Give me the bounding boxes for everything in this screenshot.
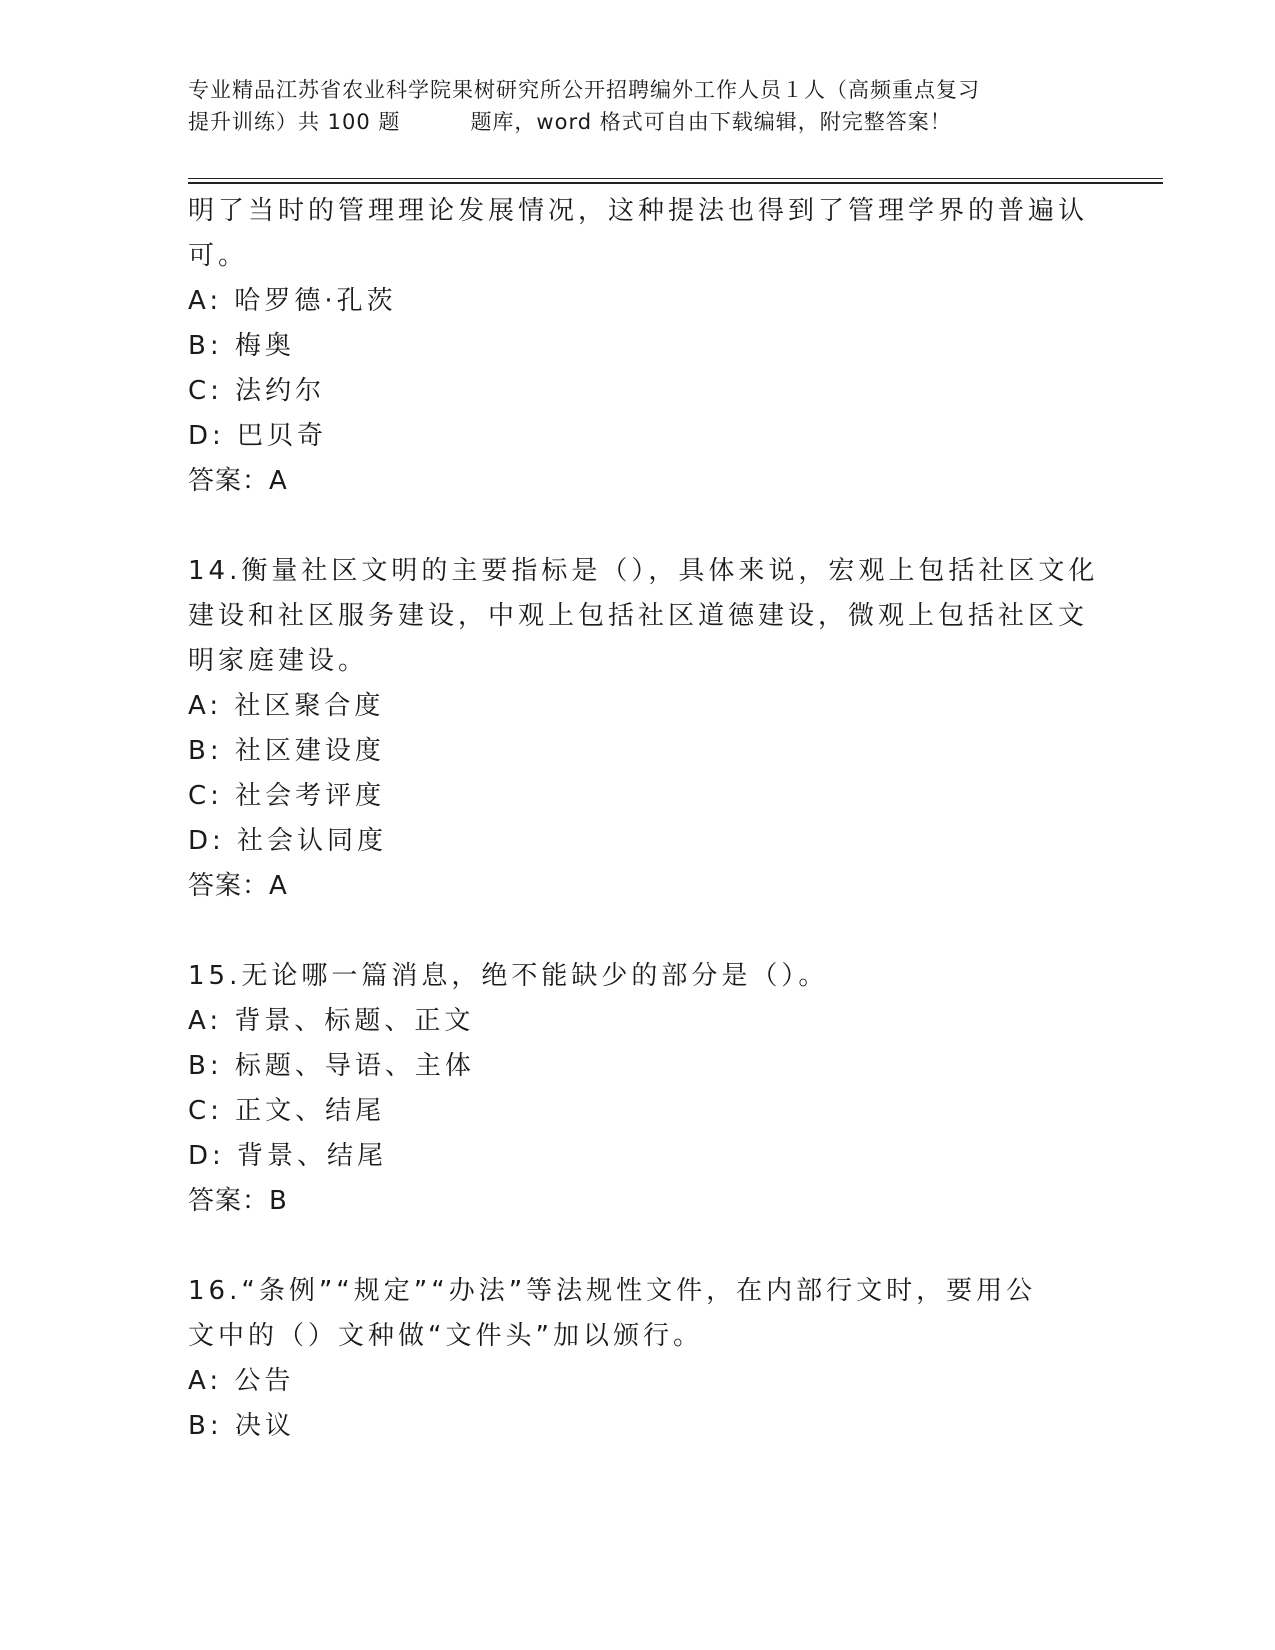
question-text-line: 14.衡量社区文明的主要指标是（），具体来说，宏观上包括社区文化 [188, 556, 1099, 586]
question-16 [188, 1269, 1088, 1449]
option-d: D: 社会认同度 [188, 826, 388, 856]
header-title-line2-right: 题库，word 格式可自由下载编辑，附完整答案！ [470, 110, 952, 134]
question-text-line: 16.“条例”“规定”“办法”等法规性文件，在内部行文时，要用公 [188, 1276, 1037, 1306]
option-c: C: 正文、结尾 [188, 1096, 386, 1126]
option-a: A: 公告 [188, 1366, 295, 1396]
answer-label: 答案：A [188, 466, 288, 496]
option-b: B: 梅奥 [188, 331, 295, 361]
question-14 [188, 549, 1099, 909]
option-a: A: 社区聚合度 [188, 691, 385, 721]
option-b: B: 标题、导语、主体 [188, 1051, 475, 1081]
question-continued [188, 189, 1088, 504]
header-title-line2-left: 提升训练）共 100 题 [188, 110, 401, 134]
answer-label: 答案：B [188, 1186, 288, 1216]
option-c: C: 社会考评度 [188, 781, 386, 811]
option-b: B: 社区建设度 [188, 736, 385, 766]
option-c: C: 法约尔 [188, 376, 326, 406]
question-text-line: 15.无论哪一篇消息，绝不能缺少的部分是（）。 [188, 961, 829, 991]
header-title-line1: 专业精品江苏省农业科学院果树研究所公开招聘编外工作人员１人（高频重点复习 [188, 78, 980, 102]
page-header [188, 74, 1088, 138]
header-divider-top [188, 178, 1163, 179]
option-a: A: 哈罗德·孔茨 [188, 286, 397, 316]
question-text-line: 建设和社区服务建设，中观上包括社区道德建设，微观上包括社区文 [188, 601, 1089, 631]
question-text-line: 可。 [188, 241, 249, 271]
header-title-line2 [188, 106, 1088, 138]
question-text-line: 明家庭建设。 [188, 646, 369, 676]
option-a: A: 背景、标题、正文 [188, 1006, 475, 1036]
option-d: D: 巴贝奇 [188, 421, 328, 451]
option-d: D: 背景、结尾 [188, 1141, 388, 1171]
answer-label: 答案：A [188, 871, 288, 901]
question-text-line: 文中的（）文种做“文件头”加以颁行。 [188, 1321, 703, 1351]
option-b: B: 决议 [188, 1411, 295, 1441]
header-divider-bottom [188, 182, 1163, 184]
question-text-line: 明了当时的管理理论发展情况，这种提法也得到了管理学界的普遍认 [188, 196, 1089, 226]
document-body [188, 189, 1099, 1449]
question-15 [188, 954, 1088, 1224]
